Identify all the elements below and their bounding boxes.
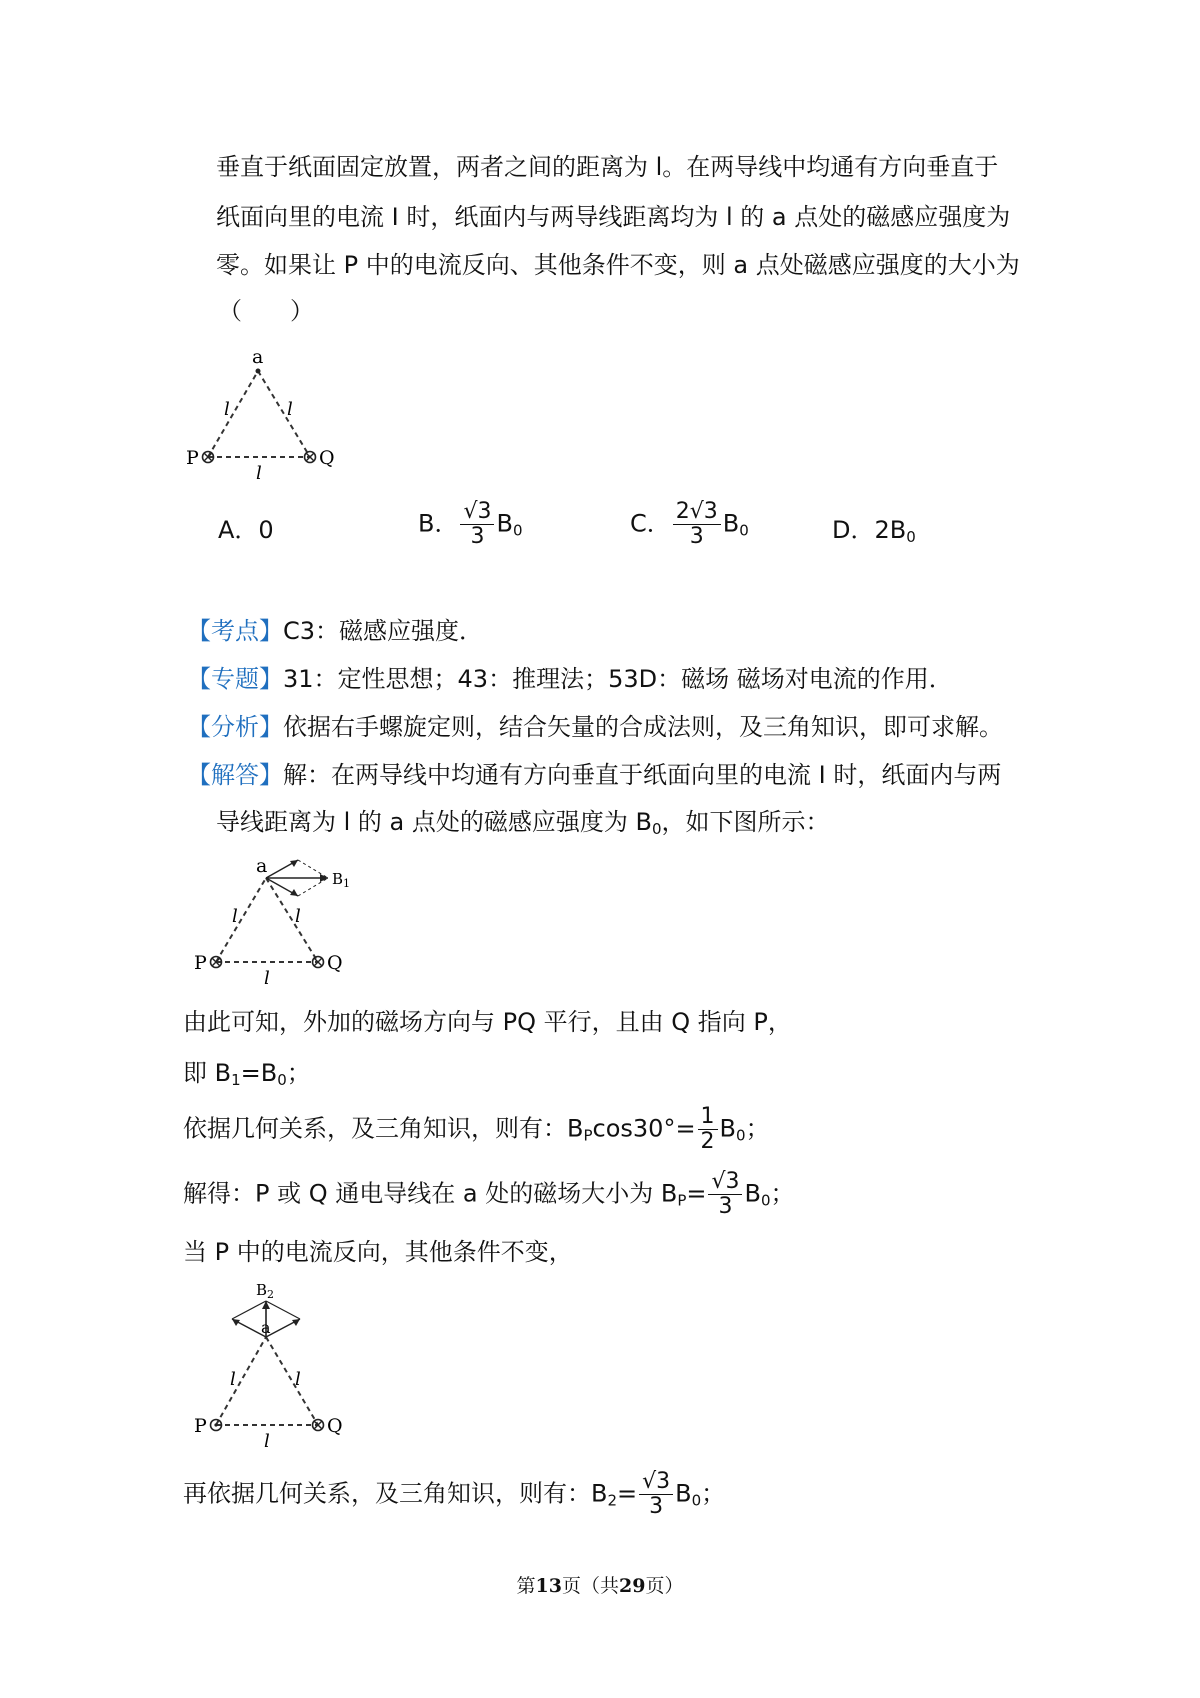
label-b2: $B_2$ [256, 1281, 275, 1301]
label-l-bottom: l [264, 968, 270, 985]
label-a: a [256, 855, 268, 877]
fraction: $\frac{1}{2}$ [698, 1105, 718, 1154]
label-p: P [194, 1415, 207, 1437]
label-l-bottom: l [264, 1431, 270, 1450]
label-l-right: l [295, 906, 301, 927]
label-l-left: l [232, 906, 238, 927]
section-jieda: 【解答】解：在两导线中均通有方向垂直于纸面向里的电流 I 时，纸面内与两 [187, 761, 1002, 789]
fraction: $\frac{2√3}{3}$ [673, 500, 721, 549]
page-footer: 第13页（共29页） [516, 1575, 684, 1597]
label-q: Q [327, 952, 343, 974]
option-a: A．0 [218, 516, 274, 544]
question-answer-blank: （ ） [218, 297, 314, 325]
diagram-triangle-b1 [180, 850, 380, 985]
solution-line-3: 依据几何关系，及三角知识，则有：$B_P\cos 30^\circ=$ $\frac{1}{2}$ $B_0$； [183, 1104, 770, 1154]
current-page-number: 13 [535, 1575, 562, 1597]
label-a: a [252, 346, 264, 368]
section-zhuanti: 【专题】31：定性思想；43：推理法；53D：磁场 磁场对电流的作用． [187, 665, 953, 693]
solution-line-1: 由此可知，外加的磁场方向与 PQ 平行，且由 Q 指向 P， [183, 1008, 792, 1036]
label-q: Q [327, 1415, 343, 1437]
fraction: $\frac{√3}{3}$ [708, 1170, 742, 1219]
option-d: D．$2B_0$ [832, 516, 916, 546]
label-l-right: l [287, 399, 293, 420]
label-l-bottom: l [256, 463, 262, 480]
label-p: P [186, 447, 199, 469]
option-c: C． $\frac{2√3}{3}$ $B_0$ [630, 499, 749, 549]
solution-line-6: 再依据几何关系，及三角知识，则有：$B_2=$ $\frac{√3}{3}$ $B_0$； [183, 1469, 726, 1519]
section-kaodian: 【考点】C3：磁感应强度． [187, 617, 484, 645]
fraction: $\frac{√3}{3}$ [639, 1470, 673, 1519]
diagram-triangle-b2 [180, 1275, 350, 1450]
solution-line-5: 当 P 中的电流反向，其他条件不变， [183, 1238, 573, 1266]
option-b: B． $\frac{√3}{3}$ $B_0$ [418, 499, 523, 549]
label-p: P [194, 952, 207, 974]
question-line-1: 垂直于纸面固定放置，两者之间的距离为 l。在两导线中均通有方向垂直于 [216, 153, 999, 181]
label-l-left: l [224, 399, 230, 420]
label-l-left: l [230, 1369, 236, 1390]
section-fenxi: 【分析】依据右手螺旋定则，结合矢量的合成法则，及三角知识，即可求解。 [187, 713, 1003, 741]
question-line-2: 纸面向里的电流 I 时，纸面内与两导线距离均为 l 的 a 点处的磁感应强度为 [216, 203, 1011, 231]
diagram-triangle-question [180, 345, 350, 480]
total-page-number: 29 [619, 1575, 646, 1597]
label-b1: $B_1$ [332, 870, 351, 890]
solution-line-4: 解得：P 或 Q 通电导线在 a 处的磁场大小为 $B_P=$ $\frac{√3}{3}$ $B_0$； [183, 1169, 795, 1219]
solution-line-2: 即 $B_1=B_0$； [183, 1059, 311, 1089]
label-a: a [261, 1318, 271, 1337]
label-q: Q [319, 447, 335, 469]
label-l-right: l [295, 1369, 301, 1390]
fraction: $\frac{√3}{3}$ [460, 500, 494, 549]
question-line-3: 零。如果让 P 中的电流反向、其他条件不变，则 a 点处磁感应强度的大小为 [216, 251, 1020, 279]
jieda-line-2: 导线距离为 l 的 a 点处的磁感应强度为 $B_0$，如下图所示： [216, 808, 830, 838]
